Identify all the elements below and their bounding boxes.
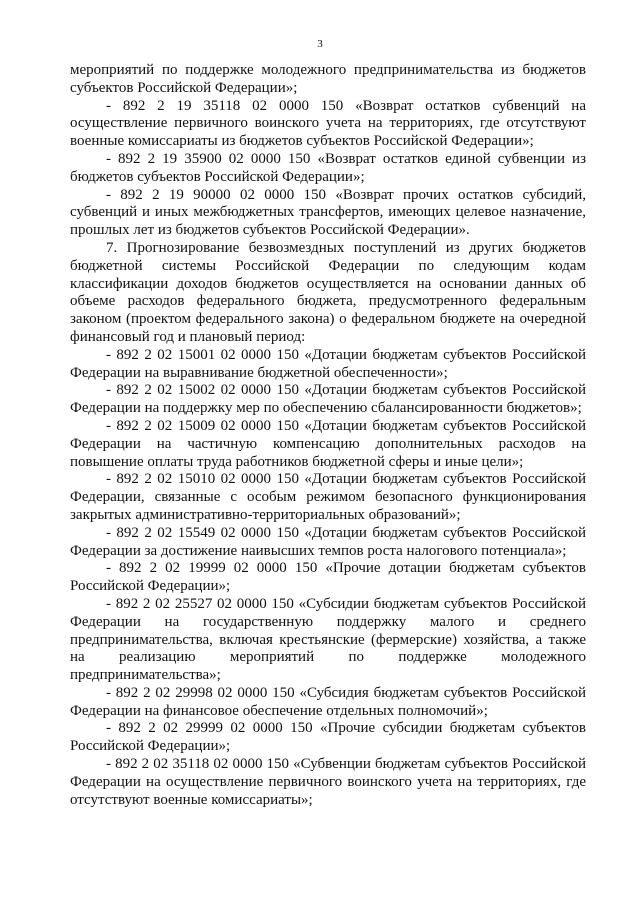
code-item-19-35900: - 892 2 19 35900 02 0000 150 «Возврат остатков единой субвенции из бюджетов субъектов Российской Федерации»; [70,150,586,185]
code-item-02-15002: - 892 2 02 15002 02 0000 150 «Дотации бюджетам субъектов Российской Федерации на поддержку мер по обеспечению сбалансированности бюджетов»; [70,382,586,417]
code-item-02-29999: - 892 2 02 29999 02 0000 150 «Прочие субсидии бюджетам субъектов Российской Федерации»; [70,720,586,755]
code-item-02-15001: - 892 2 02 15001 02 0000 150 «Дотации бюджетам субъектов Российской Федерации на выравнивание бюджетной обеспеченности»; [70,346,586,381]
paragraph-continuation: мероприятий по поддержке молодежного предпринимательства из бюджетов субъектов Российской Федерации»; [70,62,586,96]
code-item-19-90000: - 892 2 19 90000 02 0000 150 «Возврат прочих остатков субсидий, субвенций и иных межбюджетных трансфертов, имеющих целевое назначение, прошлых лет из бюджетов субъектов Российской Федерации». [70,186,586,239]
code-item-19-35118: - 892 2 19 35118 02 0000 150 «Возврат остатков субвенций на осуществление первичного воинского учета на территориях, где отсутствуют военные комиссариаты из бюджетов субъектов Российской Федерации»; [70,97,586,150]
code-item-02-15549: - 892 2 02 15549 02 0000 150 «Дотации бюджетам субъектов Российской Федерации за достижение наивысших темпов роста налогового потенциала»; [70,524,586,559]
code-item-02-19999: - 892 2 02 19999 02 0000 150 «Прочие дотации бюджетам субъектов Российской Федерации»; [70,560,586,595]
document-body [70,62,586,809]
code-item-02-15010: - 892 2 02 15010 02 0000 150 «Дотации бюджетам субъектов Российской Федерации, связанные с особым режимом безопасного функционирования закрытых административно-территориальных образований»; [70,471,586,523]
code-item-02-25527: - 892 2 02 25527 02 0000 150 «Субсидии бюджетам субъектов Российской Федерации на государственную поддержку малого и среднего предпринимательства, включая крестьянские (фермерские) хозяйства, а также на реализацию мероприятий по поддержке молодежного предпринимательства»; [70,595,586,684]
code-item-02-35118: - 892 2 02 35118 02 0000 150 «Субвенции бюджетам субъектов Российской Федерации на осуществление первичного воинского учета на территориях, где отсутствуют военные комиссариаты»; [70,756,586,808]
page-number: 3 [317,38,323,50]
section-7-paragraph: 7. Прогнозирование безвозмездных поступлений из других бюджетов бюджетной системы Российской Федерации по следующим кодам классификации доходов бюджетов осуществляется на основании данных об объеме расходов федерального бюджета, предусмотренного федеральным законом (проектом федерального закона) о федеральном бюджете на очередной финансовый год и плановый период: [70,239,586,345]
code-item-02-15009: - 892 2 02 15009 02 0000 150 «Дотации бюджетам субъектов Российской Федерации на частичную компенсацию дополнительных расходов на повышение оплаты труда работников бюджетной сферы и иные цели»; [70,417,586,470]
code-item-02-29998: - 892 2 02 29998 02 0000 150 «Субсидия бюджетам субъектов Российской Федерации на финансовое обеспечение отдельных полномочий»; [70,684,586,719]
